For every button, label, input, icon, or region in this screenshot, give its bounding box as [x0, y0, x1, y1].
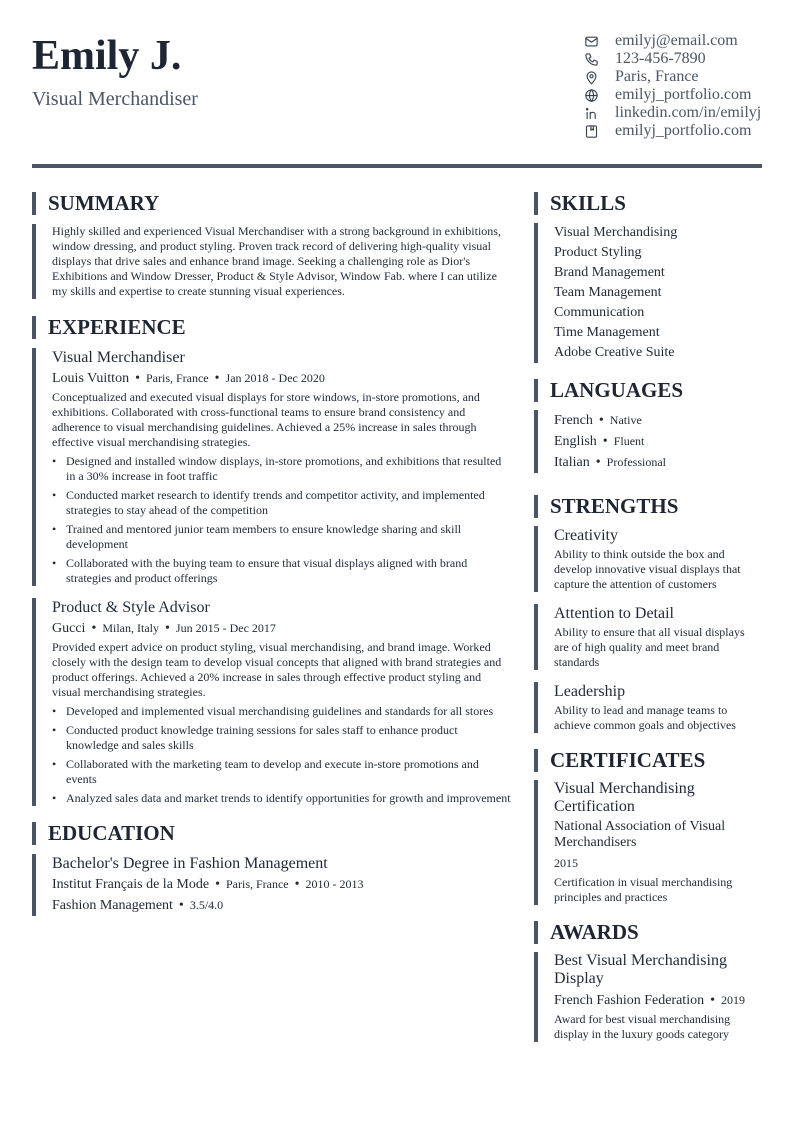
skills-heading: SKILLS — [534, 192, 762, 215]
strength-item — [534, 604, 762, 670]
experience-item — [32, 348, 512, 586]
contact-location — [582, 68, 772, 86]
job-title: Visual Merchandiser — [52, 349, 185, 366]
education-dates: 2010 - 2013 — [305, 877, 364, 891]
list-item: • Designed and installed window displays, in-store promotions, and exhibitions that resulted in a 30% increase in foot traffic — [52, 454, 512, 484]
award-desc: Award for best visual merchandising display in the luxury goods category — [554, 1012, 731, 1041]
skill-item: Adobe Creative Suite — [554, 345, 675, 360]
location-icon — [582, 68, 600, 86]
summary-block — [32, 224, 512, 299]
right-column — [534, 192, 762, 1042]
list-item: • Conducted market research to identify trends and competitor activity, and implemented strategies to stay ahead of the competition — [52, 488, 512, 518]
list-item: • Conducted product knowledge training sessions for sales staff to enhance product knowledge and sales skills — [52, 723, 512, 753]
contact-linkedin-text: linkedin.com/in/emilyj — [615, 104, 762, 121]
job-meta: Gucci • Milan, Italy • Jun 2015 - Dec 2017 — [52, 621, 276, 636]
language-item: Italian • Professional — [554, 455, 666, 470]
strength-desc: Ability to think outside the box and develop innovative visual displays that capture the attention of customers — [554, 547, 741, 591]
education-heading: EDUCATION — [32, 822, 512, 845]
languages-block — [534, 410, 762, 473]
job-description: Conceptualized and executed visual displays for store windows, in-store promotions, and exhibitions. Collaborated with cross-functional teams to ensure brand consistency and adherence to visual merchandising guidelines. Achieved a 25% increase in sales through effective visual merchandising strategies. — [52, 390, 480, 449]
contact-phone-text: 123-456-7890 — [615, 50, 706, 67]
contact-phone[interactable] — [582, 50, 772, 68]
strengths-heading: STRENGTHS — [534, 495, 762, 518]
list-item: • Analyzed sales data and market trends to identify opportunities for growth and improvement — [52, 791, 512, 806]
education-degree: Bachelor's Degree in Fashion Management — [52, 855, 328, 872]
job-location: Milan, Italy — [102, 621, 159, 635]
globe-icon — [582, 86, 600, 104]
linkedin-icon — [582, 104, 600, 122]
contact-website-text: emilyj_portfolio.com — [615, 86, 752, 103]
contact-portfolio-text: emilyj_portfolio.com — [615, 122, 752, 139]
list-item: • Trained and mentored junior team members to ensure knowledge sharing and skill development — [52, 522, 512, 552]
mail-icon — [582, 32, 600, 50]
job-location: Paris, France — [145, 371, 209, 385]
skill-item: Visual Merchandising — [554, 225, 678, 240]
education-location: Paris, France — [225, 877, 289, 891]
award-name: Best Visual Merchandising Display — [554, 952, 727, 987]
skill-item: Product Styling — [554, 245, 642, 260]
award-item — [534, 952, 762, 1042]
award-year: 2019 — [721, 993, 745, 1007]
skill-item: Brand Management — [554, 265, 665, 280]
language-level: Native — [609, 413, 642, 427]
job-company: Louis Vuitton — [52, 371, 130, 386]
language-name: French — [554, 413, 593, 428]
award-meta: French Fashion Federation • 2019 — [554, 993, 745, 1008]
job-dates: Jun 2015 - Dec 2017 — [175, 621, 276, 635]
contact-email-text: emilyj@email.com — [615, 32, 738, 49]
language-item: English • Fluent — [554, 434, 645, 449]
contact-email[interactable] — [582, 32, 772, 50]
strength-item — [534, 682, 762, 733]
education-field-row: Fashion Management • 3.5/4.0 — [52, 898, 224, 913]
education-block — [32, 854, 512, 916]
list-item: • Collaborated with the marketing team to develop and execute in-store promotions and events — [52, 757, 512, 787]
header-divider — [32, 164, 762, 168]
language-level: Fluent — [613, 434, 645, 448]
job-bullets — [52, 704, 512, 806]
phone-icon — [582, 50, 600, 68]
certificate-desc: Certification in visual merchandising principles and practices — [554, 875, 733, 904]
summary-text: Highly skilled and experienced Visual Merchandiser with a strong background in exhibitions, window dressing, and product styling. Proven track record of delivering high-quality visual displays that drive sales and enhance brand image. Seeking a challenging role as Dior's Exhibitions and Window Dresser, Product & Style Advisor, Window Fab. where I can utilize my skills and expertise to create stunning visual experiences. — [52, 224, 501, 298]
education-school: Institut Français de la Mode — [52, 877, 210, 892]
strength-desc: Ability to lead and manage teams to achieve common goals and objectives — [554, 703, 736, 732]
language-level: Professional — [606, 455, 666, 469]
language-name: English — [554, 434, 597, 449]
language-item: French • Native — [554, 413, 642, 428]
contact-location-text: Paris, France — [615, 68, 699, 85]
left-column — [32, 192, 512, 916]
job-bullets — [52, 454, 512, 586]
education-field: Fashion Management — [52, 898, 173, 913]
skill-item: Team Management — [554, 285, 662, 300]
job-title: Product & Style Advisor — [52, 599, 210, 616]
education-meta: Institut Français de la Mode • Paris, France • 2010 - 2013 — [52, 877, 364, 892]
skills-block — [534, 223, 762, 363]
experience-heading: EXPERIENCE — [32, 316, 512, 339]
education-gpa: 3.5/4.0 — [189, 898, 224, 912]
strength-title: Leadership — [554, 683, 626, 700]
certificate-name: Visual Merchandising Certification — [554, 780, 695, 815]
skill-item: Communication — [554, 305, 645, 320]
certificate-year: 2015 — [554, 856, 578, 870]
contact-portfolio[interactable] — [582, 122, 772, 140]
awards-heading: AWARDS — [534, 921, 762, 944]
list-item: • Collaborated with the buying team to ensure that visual displays aligned with brand strategies and product offerings — [52, 556, 512, 586]
strength-desc: Ability to ensure that all visual displays are of high quality and meet brand standards — [554, 625, 745, 669]
skill-item: Time Management — [554, 325, 660, 340]
job-company: Gucci — [52, 621, 86, 636]
job-meta: Louis Vuitton • Paris, France • Jan 2018 - Dec 2020 — [52, 371, 325, 386]
language-name: Italian — [554, 455, 590, 470]
languages-heading: LANGUAGES — [534, 379, 762, 402]
contact-list — [582, 32, 772, 140]
contact-linkedin[interactable] — [582, 104, 772, 122]
job-dates: Jan 2018 - Dec 2020 — [225, 371, 325, 385]
job-description: Provided expert advice on product styling, visual merchandising, and brand image. Worked closely with the design team to develop visual concepts that aligned with brand strategies and product offerings. Achieved a 20% increase in sales through effective product styling and visual merchandising strategies. — [52, 640, 502, 699]
strength-item — [534, 526, 762, 592]
bookmark-icon — [582, 122, 600, 140]
candidate-name: Emily J. — [32, 33, 182, 79]
resume-header — [32, 30, 762, 150]
award-org: French Fashion Federation — [554, 993, 705, 1008]
strength-title: Creativity — [554, 527, 618, 544]
candidate-role: Visual Merchandiser — [32, 88, 198, 110]
strength-title: Attention to Detail — [554, 605, 674, 622]
summary-heading: SUMMARY — [32, 192, 512, 215]
list-item: • Developed and implemented visual merchandising guidelines and standards for all stores — [52, 704, 512, 719]
certificate-item — [534, 780, 762, 905]
certificate-org: National Association of Visual Merchandisers — [554, 819, 726, 850]
experience-item — [32, 598, 512, 806]
certificates-heading: CERTIFICATES — [534, 749, 762, 772]
contact-website[interactable] — [582, 86, 772, 104]
